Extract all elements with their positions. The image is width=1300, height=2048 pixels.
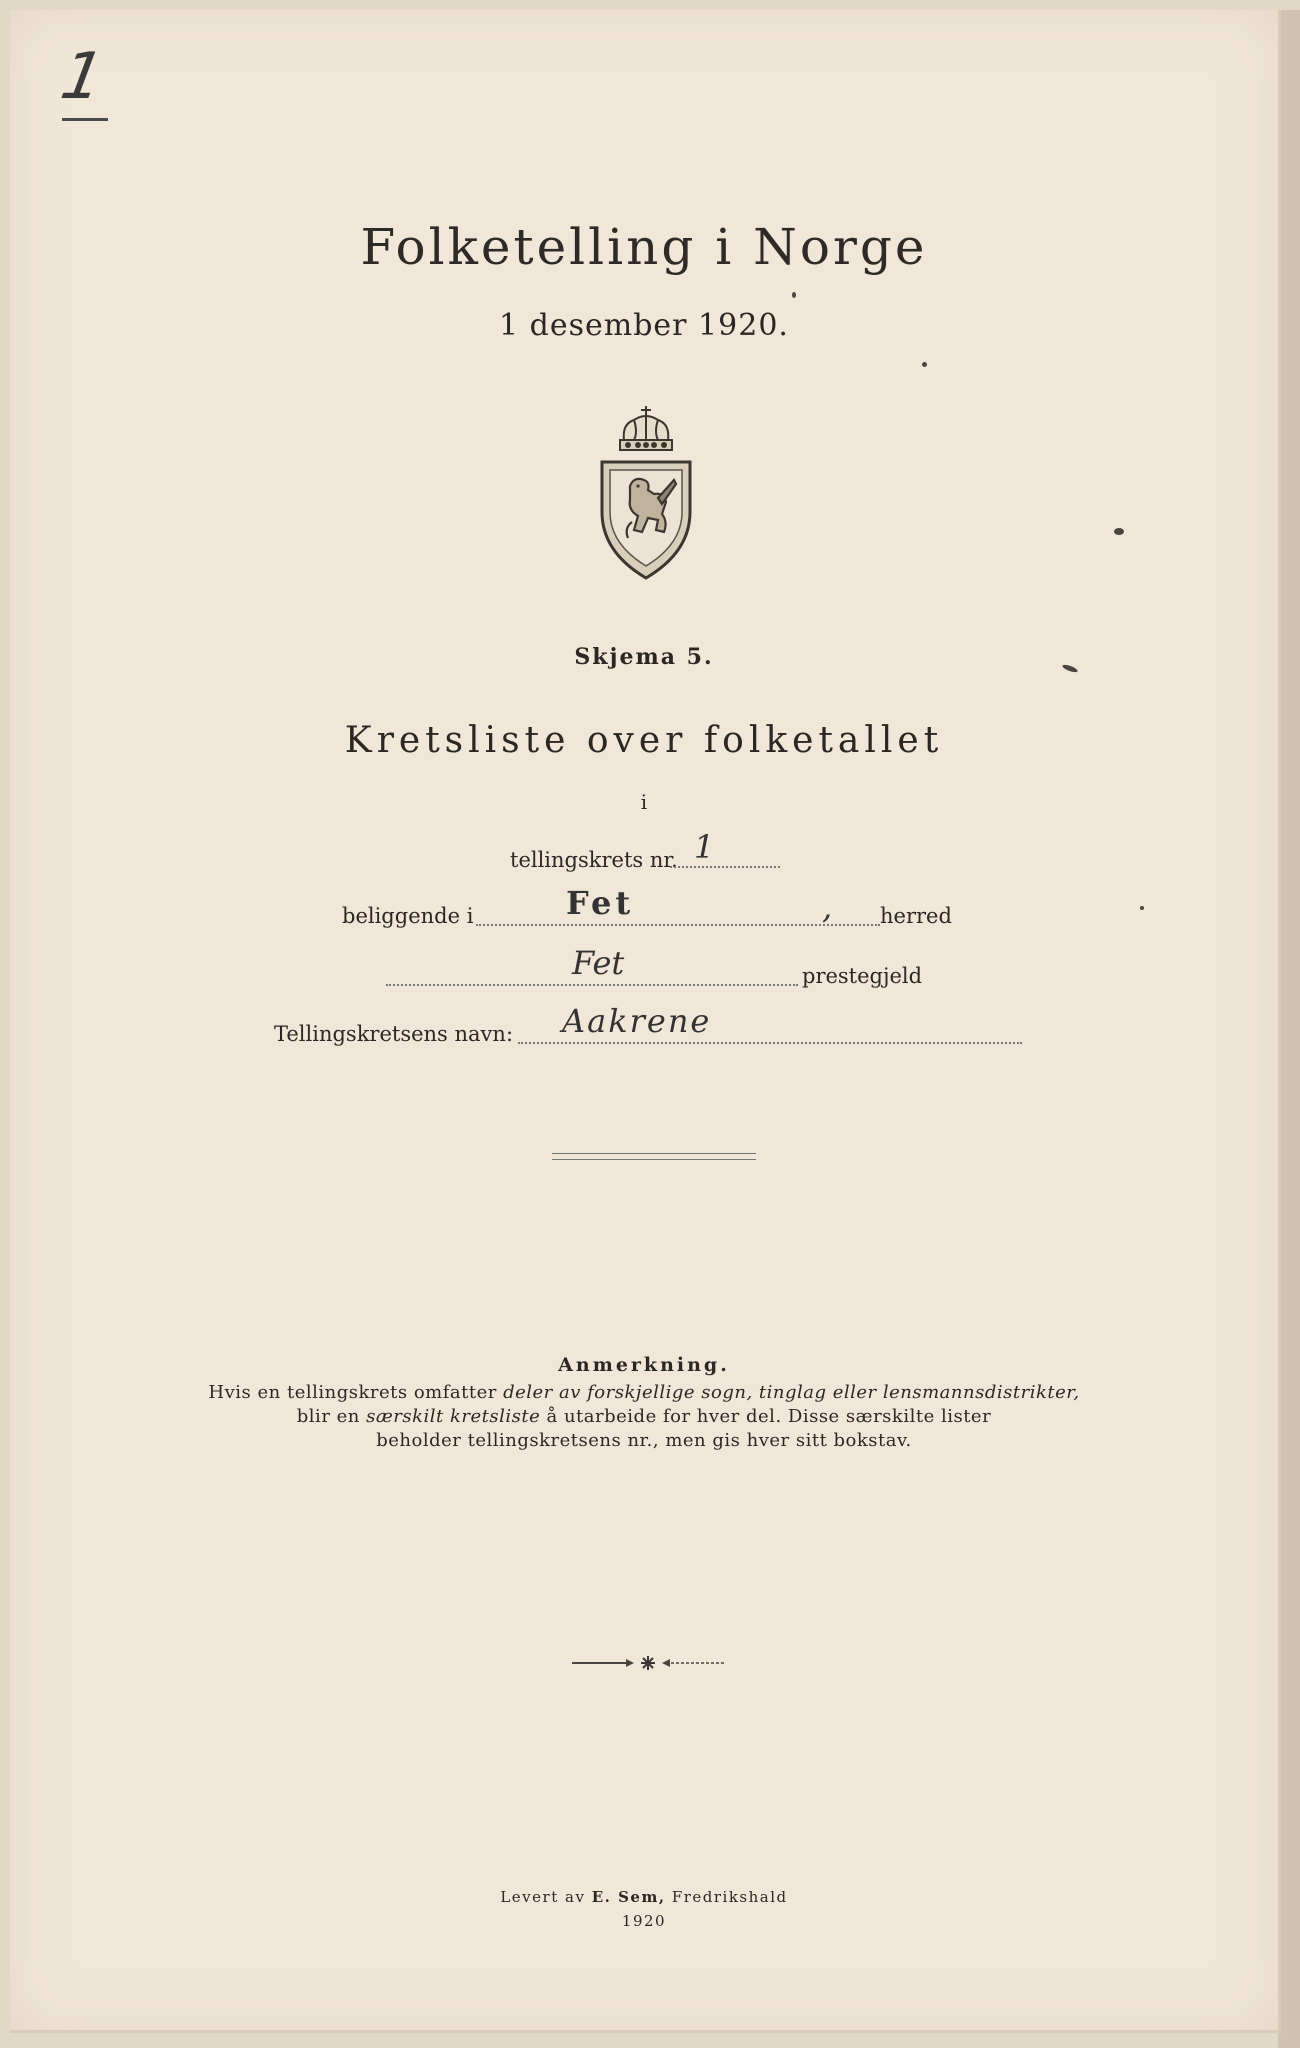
prestegjeld-label: prestegjeld — [802, 964, 923, 988]
paper-edge — [1278, 10, 1300, 2048]
krets-number-label: tellingskrets nr. — [510, 848, 678, 872]
beliggende-field-line — [476, 924, 880, 926]
ornament-divider-icon — [568, 1654, 728, 1672]
coat-of-arms-icon — [594, 402, 698, 582]
ink-speck — [922, 362, 927, 367]
krets-name-value: Aakrene — [562, 1002, 712, 1040]
census-date: 1 desember 1920. — [499, 308, 789, 343]
printer-year: 1920 — [621, 1912, 667, 1930]
prestegjeld-field-line — [386, 984, 798, 986]
krets-name-label: Tellingskretsens navn: — [274, 1022, 514, 1046]
printer-imprint — [10, 1888, 1278, 1906]
printer-prefix: Levert av — [500, 1888, 592, 1906]
beliggende-label: beliggende i — [342, 904, 474, 928]
form-heading: Kretsliste over folketallet — [344, 720, 944, 761]
page-title: Folketelling i Norge — [360, 218, 928, 276]
krets-name-field-line — [518, 1042, 1022, 1044]
krets-number-value: 1 — [694, 828, 715, 866]
page-number-underline — [62, 118, 108, 121]
preposition-label: i — [640, 790, 648, 814]
note-line-1-text: Hvis en tellingskrets omfatter — [208, 1382, 504, 1403]
section-divider — [552, 1153, 756, 1160]
krets-number-field-line — [670, 866, 780, 868]
page-number: 1 — [55, 40, 110, 114]
note-line-2-emphasis: særskilt kretsliste — [366, 1406, 541, 1427]
note-line-3: beholder tellingskretsens nr., men gis hver sitt bokstav. — [376, 1430, 912, 1451]
note-heading: Anmerkning. — [558, 1354, 730, 1376]
schema-label: Skjema 5. — [574, 644, 714, 670]
note-line-1-emphasis: deler av forskjellige sogn, tinglag eller lensmannsdistrikter, — [503, 1382, 1080, 1403]
beliggende-comma: , — [822, 888, 833, 926]
ink-speck — [1114, 528, 1124, 535]
census-form-page — [10, 10, 1281, 2033]
printer-name: E. Sem, — [591, 1888, 666, 1906]
note-line-2-text-a: blir en — [296, 1406, 367, 1427]
note-line-2-text-b: å utarbeide for hver del. Disse særskilte lister — [540, 1406, 992, 1427]
printer-place: Fredrikshald — [665, 1888, 788, 1906]
prestegjeld-value: Fet — [572, 944, 625, 982]
note-line-2 — [10, 1406, 1278, 1427]
note-line-1 — [10, 1382, 1278, 1403]
herred-label: herred — [880, 904, 952, 928]
beliggende-value: Fet — [566, 884, 635, 922]
ink-speck — [1140, 906, 1144, 910]
ink-speck — [792, 292, 796, 298]
